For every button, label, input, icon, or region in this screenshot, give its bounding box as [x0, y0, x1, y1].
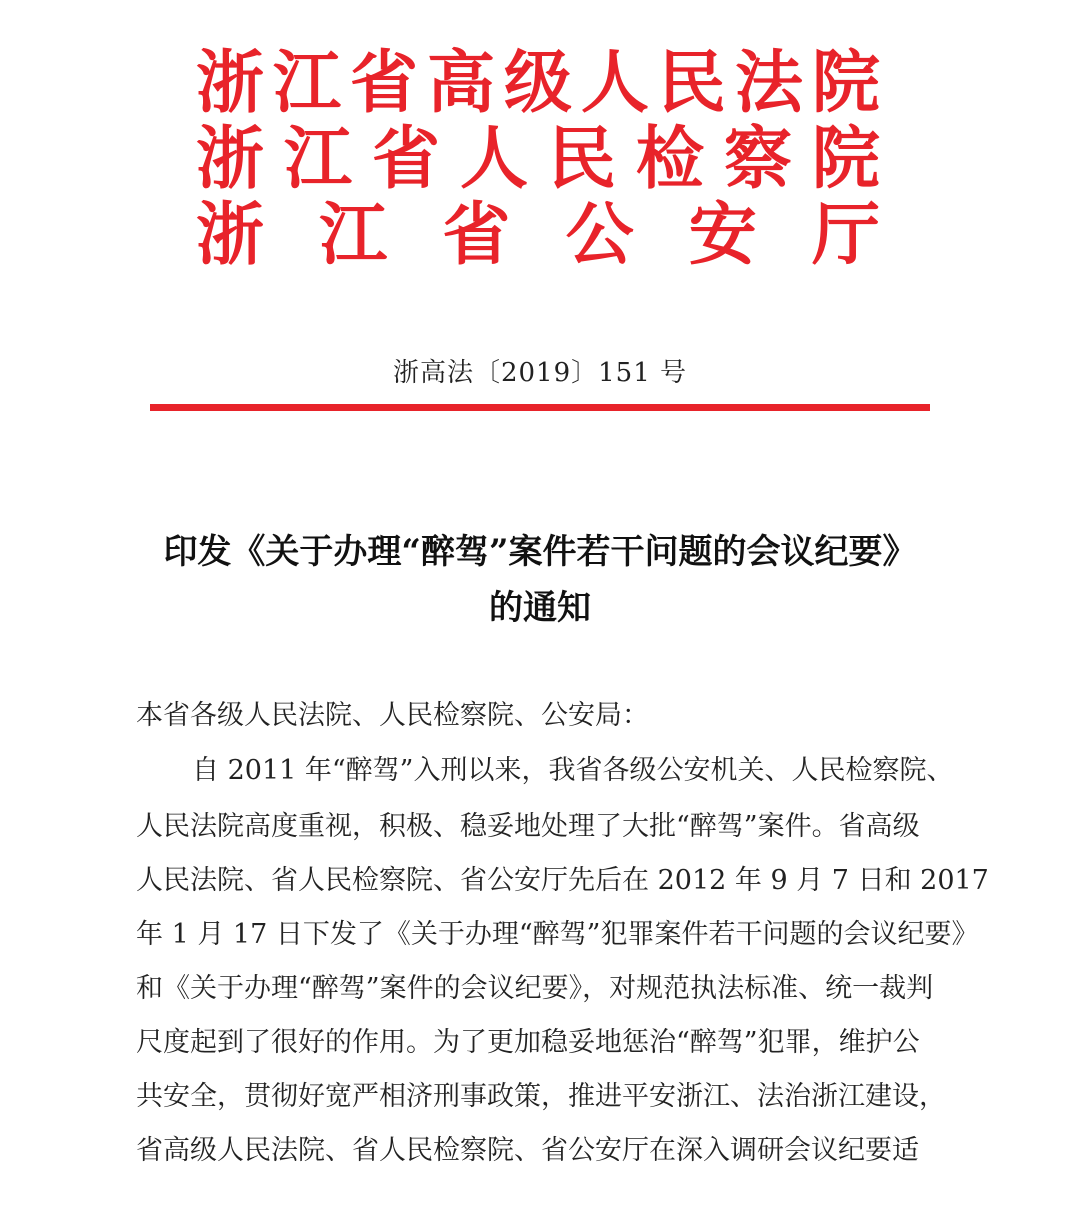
body-line-7: 共安全，贯彻好宽严相济刑事政策，推进平安浙江、法治浙江建设， — [136, 1081, 946, 1112]
issuer-char: 法 — [734, 44, 803, 123]
body-line-3: 人民法院、省人民检察院、省公安厅先后在 2012 年 9 月 7 日和 2017 — [136, 865, 989, 896]
issuer-char: 江 — [319, 196, 388, 275]
issuer-char: 省 — [442, 196, 511, 275]
issuer-char: 安 — [688, 196, 757, 275]
document-title-line-1: 印发《关于办理“醉驾”案件若干问题的会议纪要》 — [163, 532, 917, 572]
issuer-char: 浙 — [196, 196, 265, 275]
issuer-char: 民 — [657, 44, 726, 123]
issuer-char: 检 — [635, 120, 704, 199]
issuer-char: 院 — [811, 120, 880, 199]
issuing-authorities — [196, 46, 880, 274]
issuer-char: 院 — [811, 44, 880, 123]
body-line-4: 年 1 月 17 日下发了《关于办理“醉驾”犯罪案件若干问题的会议纪要》 — [136, 919, 979, 950]
issuer-char: 浙 — [196, 120, 265, 199]
issuer-char: 省 — [349, 44, 418, 123]
issuer-char: 公 — [565, 196, 634, 275]
body-line-5: 和《关于办理“醉驾”案件的会议纪要》，对规范执法标准、统一裁判 — [136, 973, 934, 1004]
issuer-char: 江 — [283, 120, 352, 199]
issuer-char: 厅 — [811, 196, 880, 275]
issuer-char: 江 — [272, 44, 341, 123]
issuer-char: 级 — [503, 44, 572, 123]
red-divider-rule — [150, 404, 930, 411]
issuer-char: 人 — [580, 44, 649, 123]
body-line-1: 自 2011 年“醉驾”入刑以来，我省各级公安机关、人民检察院、 — [192, 755, 954, 786]
salutation: 本省各级人民法院、人民检察院、公安局： — [136, 700, 649, 731]
issuer-char: 民 — [547, 120, 616, 199]
document-title-line-2: 的通知 — [489, 588, 591, 628]
issuer-char: 省 — [371, 120, 440, 199]
body-line-2: 人民法院高度重视，积极、稳妥地处理了大批“醉驾”案件。省高级 — [136, 811, 920, 842]
body-line-6: 尺度起到了很好的作用。为了更加稳妥地惩治“醉驾”犯罪，维护公 — [136, 1027, 920, 1058]
issuer-char: 人 — [459, 120, 528, 199]
issuer-high-court — [196, 46, 880, 122]
issuer-char: 浙 — [196, 44, 265, 123]
issuer-public-security — [196, 198, 880, 274]
issuer-char: 察 — [723, 120, 792, 199]
document-number: 浙高法〔2019〕151 号 — [392, 358, 688, 388]
issuer-char: 高 — [426, 44, 495, 123]
body-line-8: 省高级人民法院、省人民检察院、省公安厅在深入调研会议纪要适 — [136, 1135, 919, 1166]
issuer-procuratorate — [196, 122, 880, 198]
